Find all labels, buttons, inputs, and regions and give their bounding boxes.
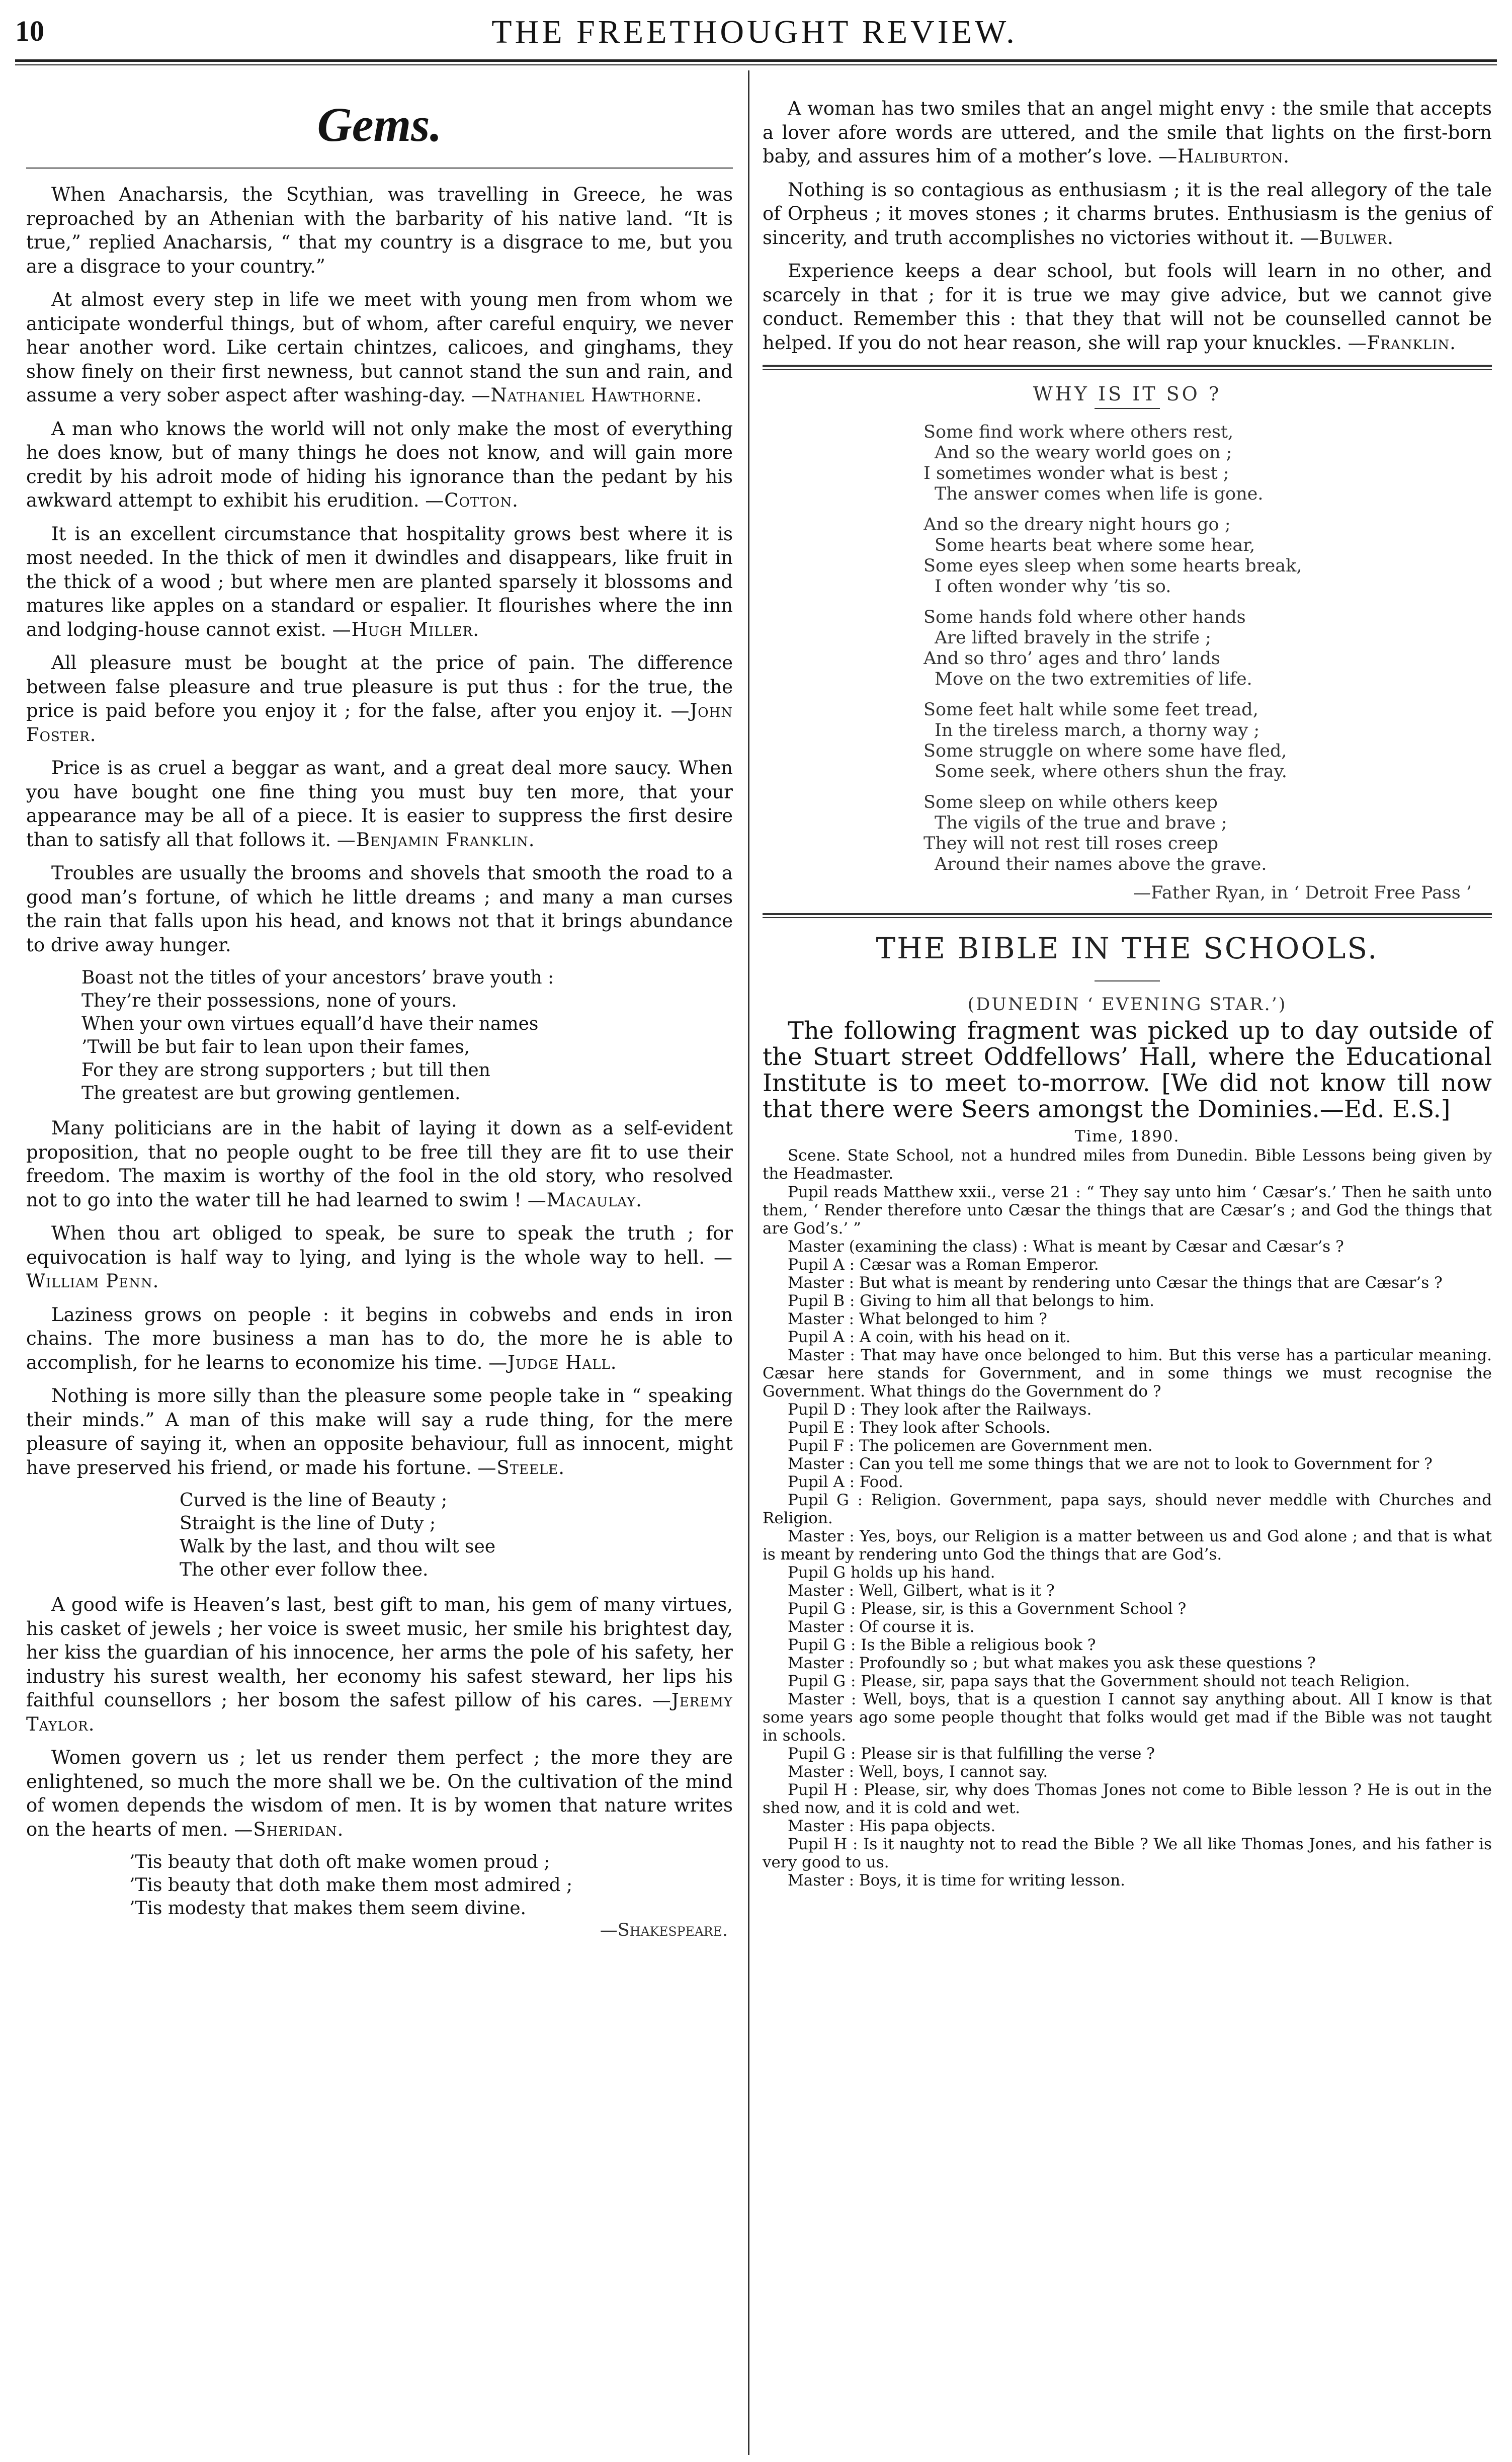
verse-line: ’Twill be but fair to lean upon their fames, [81,1037,470,1057]
poem-stanza [923,422,1492,505]
paragraph-text: Laziness grows on people : it begins in cobwebs and ends in iron chains. The more business a man has to do, the more he is able to accomplish, for he learns to economize his time. [26,1303,733,1373]
poem-stanza [923,607,1492,690]
paragraph [26,522,733,642]
verse-ancestors [26,966,733,1105]
verse-line: Walk by the last, and thou wilt see [180,1536,496,1557]
verse-line: Curved is the line of Beauty ; [180,1490,448,1511]
paragraph-text: A man who knows the world will not only make the most of everything he does know, but of many things he does not know, and will gain more credit by his adroit mode of hiding his ignorance than the pedant by his awkward attempt to exhibit his erudition. [26,418,733,511]
paragraph [26,651,733,747]
dialogue-line: Pupil G : Please, sir, papa says that the Government should not teach Religion. [788,1672,1410,1690]
author-signature: —Bulwer. [1300,226,1394,249]
header-rule [15,59,1497,62]
paragraph [26,183,733,278]
verse-line: Some eyes sleep when some hearts break, [923,556,1302,576]
verse-line: Some feet halt while some feet tread, [923,700,1258,720]
verse-line: For they are strong supporters ; but till then [81,1060,490,1081]
page-number: 10 [15,15,44,47]
paragraph [26,756,733,852]
article-intro: The following fragment was picked up to day outside of the Stuart street Oddfellows’ Hall, where the Educational Institute is to meet to-morrow. [We did not know till now that there were Seers amongst the Dominies.—Ed. E.S.] [763,1017,1492,1123]
dialogue-line: Pupil H : Is it naughty not to read the Bible ? We all like Thomas Jones, and his father is very good to us. [763,1835,1492,1871]
paragraph [26,288,733,407]
dialogue-line: Master : Well, Gilbert, what is it ? [788,1582,1055,1600]
dialogue-line: Pupil H : Please, sir, why does Thomas Jones not come to Bible lesson ? He is out in the shed now, and it is cold and wet. [763,1781,1492,1817]
author-signature: —Judge Hall. [488,1351,617,1373]
verse-line: Some struggle on where some have fled, [923,741,1287,761]
verse-line: ’Tis beauty that doth make them most admired ; [129,1875,573,1896]
author-signature: —Steele. [477,1456,565,1479]
paragraph-text: A woman has two smiles that an angel might envy : the smile that accepts a lover afore words are uttered, and the smile that lights on the first-born baby, and assures him of a mother’s love. [763,98,1492,167]
title-rule [1095,408,1160,409]
paragraph [26,1221,733,1293]
paragraph [26,1384,733,1480]
verse-shakespeare [26,1851,733,1920]
gems-paragraphs-3 [26,1593,733,1841]
dialogue-line: Pupil G : Please sir is that fulfilling the verse ? [788,1745,1155,1763]
verse-line: In the tireless march, a thorny way ; [935,720,1260,741]
verse-line: The answer comes when life is gone. [935,484,1264,504]
paragraph-text: Price is as cruel a beggar as want, and a great deal more saucy. When you have bought one fine thing you must buy ten more, that your appearance may be all of a piece. It is easier to suppress the first desire than to satisfy all that follows it. [26,757,733,851]
gems-paragraphs [26,183,733,957]
poem-title: WHY IS IT SO ? [1033,383,1222,405]
paragraph-text: Troubles are usually the brooms and shovels that smooth the road to a good man’s fortune, of which he little dreams ; and many a man curses the rain that falls upon his head, and knows not that it brings abundance to drive away hunger. [26,862,733,956]
dialogue-line: Pupil B : Giving to him all that belongs to him. [788,1292,1154,1310]
dialogue-line: Master : Can you tell me some things that we are not to look to Government for ? [788,1455,1433,1473]
shakespeare-signature: —Shakespeare. [600,1920,728,1940]
dialogue-line: Pupil G holds up his hand. [788,1564,995,1582]
author-signature: —Franklin. [1348,332,1456,354]
paragraph-text: Women govern us ; let us render them perfect ; the more they are enlightened, so much the more shall we be. On the cultivation of the mind of women depends the wisdom of men. It is by women that nature writes on the hearts of men. [26,1747,733,1840]
title-rule-2 [1095,980,1160,981]
verse-line: And so the weary world goes on ; [935,443,1232,463]
running-title: THE FREETHOUGHT REVIEW. [491,14,1018,50]
paragraph [26,1303,733,1375]
dialogue-line: Pupil reads Matthew xxii., verse 21 : “ They say unto him ‘ Cæsar’s.’ Then he saith unto them, ‘ Render therefore unto Cæsar the things that are Cæsar’s ; and God the things that are God’s.’ ” [763,1183,1492,1238]
dialogue-line: Master : That may have once belonged to him. But this verse has a particular meaning. Cæsar here stands for Government, and in some things we must recognise the Government. What things do the Government do ? [763,1346,1492,1401]
verse-line: Some seek, where others shun the fray. [935,762,1287,782]
dialogue-line: Pupil A : Cæsar was a Roman Emperor. [788,1256,1099,1274]
column-divider [748,70,749,2455]
author-signature: —Hugh Miller. [332,618,479,640]
verse-line: I often wonder why ’tis so. [935,577,1171,597]
dialogue-line: Master : Well, boys, that is a question I cannot say anything about. All I know is that some years ago some people thought that folks would get mad if the Bible was not taught in schools. [763,1690,1492,1745]
paragraph [26,417,733,513]
poem-why-is-it-so [763,422,1492,875]
gems-paragraphs-2 [26,1116,733,1480]
paragraph-text: Nothing is so contagious as enthusiasm ; it is the real allegory of the tale of Orpheus ; it moves stones ; it charms brutes. Enthusiasm is the genius of sincerity, and truth accomplishes no victories without it. [763,179,1492,249]
scene-time: Time, 1890. [1074,1127,1180,1145]
section-rule [26,168,733,169]
author-signature: —Macaulay. [527,1189,642,1211]
verse-line: Around their names above the grave. [935,854,1267,874]
article-source: (DUNEDIN ‘ EVENING STAR.’) [967,995,1287,1015]
author-signature: —Benjamin Franklin. [337,829,535,851]
dialogue-line: Master : What belonged to him ? [788,1310,1047,1328]
paragraph-text: Nothing is more silly than the pleasure some people take in “ speaking their minds.” A man of this make will say a rude thing, for the mere pleasure of saying it, when an opposite behaviour, full as innocent, might have preserved his friend, or made his fortune. [26,1385,733,1479]
verse-line: Straight is the line of Duty ; [180,1513,436,1534]
author-signature: —Nathaniel Hawthorne. [471,384,703,406]
paragraph-text: Many politicians are in the habit of laying it down as a self-evident proposition, that no people ought to be free till they are fit to use their freedom. The maxim is worthy of the fool in the old story, who resolved not to go into the water till he had learned to swim ! [26,1117,733,1211]
header-rule-thin [15,64,1497,65]
author-signature: —Sheridan. [234,1818,344,1840]
verse-line: Some sleep on while others keep [923,792,1218,812]
section-rule-double [763,365,1492,370]
verse-line: They will not rest till roses creep [923,834,1219,854]
poem-attribution: —Father Ryan, in ‘ Detroit Free Pass ’ [1133,883,1472,903]
paragraph-text: At almost every step in life we meet with young men from whom we anticipate wonderful things, but of whom, after careful enquiry, we never hear another word. Like certain chintzes, calicoes, and ginghams, they show finely on their first newness, but cannot stand the sun and rain, and assume a very sober aspect after washing-day. [26,289,733,406]
paragraph-text: All pleasure must be bought at the price of pain. The difference between false pleasure and true pleasure is put thus : for the true, the price is paid before you enjoy it ; for the false, after you enjoy it. [26,652,733,721]
verse-line: Some hearts beat where some hear, [935,535,1255,555]
verse-line: When your own virtues equall’d have their names [81,1014,539,1034]
gems-heading: Gems. [317,98,442,151]
section-rule-double-2 [763,913,1492,918]
dialogue-line: Pupil F : The policemen are Government men. [788,1437,1153,1455]
verse-line: Some find work where others rest, [923,422,1234,442]
right-paragraphs [763,97,1492,355]
paragraph-text: A good wife is Heaven’s last, best gift to man, his gem of many virtues, his casket of jewels ; her voice is sweet music, her smile his brightest day, her kiss the guardian of his innocence, her arms the pole of his safety, her industry his surest wealth, her economy his safest steward, her lips his faithful counsellors ; her bosom the safest pillow of his cares. [26,1594,733,1711]
dialogue-line: Master (examining the class) : What is meant by Cæsar and Cæsar’s ? [788,1238,1344,1256]
verse-line: They’re their possessions, none of yours. [81,991,457,1011]
author-signature: —Jeremy Taylor. [26,1689,733,1735]
paragraph [26,1746,733,1841]
verse-line: ’Tis beauty that doth oft make women proud ; [129,1852,550,1872]
dialogue-line: Pupil A : Food. [788,1473,903,1491]
paragraph [763,259,1492,355]
verse-line: And so the dreary night hours go ; [923,515,1231,535]
bible-article-title: THE BIBLE IN THE SCHOOLS. [876,931,1379,965]
paragraph [26,861,733,957]
dialogue-line: Master : Yes, boys, our Religion is a matter between us and God alone ; and that is what is meant by rendering unto God the things that are God’s. [763,1527,1492,1564]
verse-line: Are lifted bravely in the strife ; [935,628,1211,648]
verse-line: Move on the two extremities of life. [935,669,1252,689]
poem-stanza [923,792,1492,875]
poem-stanza [923,515,1492,597]
dialogue-line: Master : His papa objects. [788,1817,996,1835]
paragraph-text: It is an excellent circumstance that hospitality grows best where it is most needed. In the thick of men it dwindles and disappears, like fruit in the thick of a wood ; but where men are planted sparsely it blossoms and matures like apples on a standard or espalier. It flourishes where the inn and lodging-house cannot exist. [26,523,733,640]
author-signature: —Haliburton. [1158,145,1290,167]
dialogue-line: Pupil G : Religion. Government, papa says, should never meddle with Churches and Religion. [763,1491,1492,1527]
verse-line: ’Tis modesty that makes them seem divine. [129,1898,526,1919]
verse-line: And so thro’ ages and thro’ lands [923,648,1220,669]
verse-line: The greatest are but growing gentlemen. [81,1083,461,1104]
author-signature: —John Foster. [26,700,733,746]
paragraph [26,1116,733,1212]
dialogue-line: Pupil D : They look after the Railways. [788,1401,1092,1419]
verse-line: Boast not the titles of your ancestors’ brave youth : [81,967,554,988]
paragraph [26,1593,733,1736]
dialogue-line: Pupil A : A coin, with his head on it. [788,1328,1071,1346]
paragraph-text: When thou art obliged to speak, be sure to speak the truth ; for equivocation is half way to lying, and lying is the whole way to hell. [26,1222,733,1268]
verse-line: Some hands fold where other hands [923,607,1246,627]
left-column [26,70,733,1948]
verse-line: I sometimes wonder what is best ; [923,463,1229,483]
dialogue-line: Master : But what is meant by rendering unto Cæsar the things that are Cæsar’s ? [788,1274,1443,1292]
author-signature: —William Penn. [26,1246,733,1292]
dialogue-line: Pupil G : Is the Bible a religious book ? [788,1636,1096,1654]
dialogue-line: Pupil E : They look after Schools. [788,1419,1051,1437]
dialogue-line: Master : Profoundly so ; but what makes you ask these questions ? [788,1654,1316,1672]
right-column [763,70,1492,1890]
dialogue [763,1146,1492,1890]
dialogue-line: Master : Well, boys, I cannot say. [788,1763,1048,1781]
verse-line: The other ever follow thee. [180,1560,429,1580]
verse-beauty-duty [26,1489,733,1582]
paragraph-text: When Anacharsis, the Scythian, was travelling in Greece, he was reproached by an Athenian with the barbarity of his native land. “It is true,” replied Anacharsis, “ that my country is a disgrace to me, but you are a disgrace to your country.” [26,184,733,277]
dialogue-line: Master : Boys, it is time for writing lesson. [788,1871,1126,1890]
paragraph [763,97,1492,169]
author-signature: —Cotton. [425,489,519,511]
dialogue-line: Pupil G : Please, sir, is this a Government School ? [788,1600,1187,1618]
scene-description: Scene. State School, not a hundred miles from Dunedin. Bible Lessons being given by the Headmaster. [763,1146,1492,1183]
dialogue-line: Master : Of course it is. [788,1618,975,1636]
paragraph [763,178,1492,250]
poem-stanza [923,700,1492,782]
paragraph-text: Experience keeps a dear school, but fools will learn in no other, and scarcely in that ; for it is true we may give advice, but we cannot give conduct. Remember this : that they that will not be counselled cannot be helped. If you do not hear reason, she will rap your knuckles. [763,260,1492,354]
verse-line: The vigils of the true and brave ; [935,813,1227,833]
